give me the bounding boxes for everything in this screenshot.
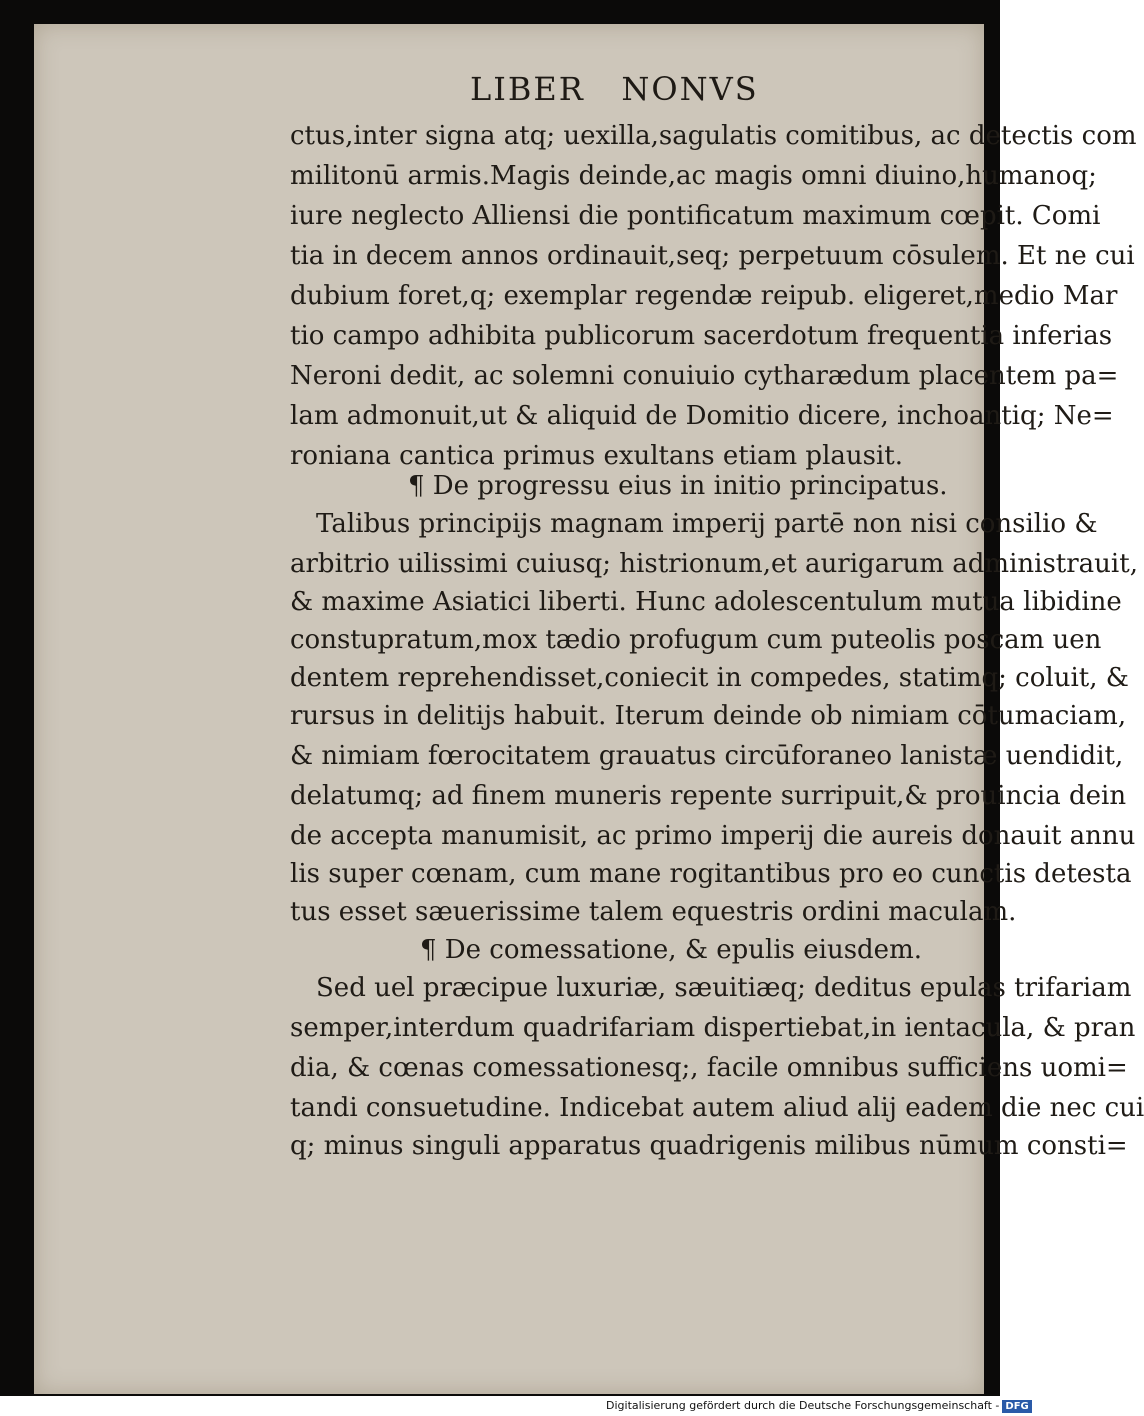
text-line: & maxime Asiatici liberti. Hunc adolescentulum mutua libidine [290,587,1122,617]
text-line: roniana cantica primus exultans etiam plausit. [290,441,904,471]
text-line: constupratum,mox tædio profugum cum puteolis poscam uen [290,625,1102,655]
text-line: de accepta manumisit, ac primo imperij die aureis donauit annu [290,821,1136,851]
text-line: dia, & cœnas comessationesq;, facile omnibus sufficiens uomi= [290,1053,1128,1083]
text-line: q; minus singuli apparatus quadrigenis milibus nūmum consti= [290,1131,1128,1161]
text-line: iure neglecto Alliensi die pontificatum maximum cœpit. Comi [290,201,1101,231]
text-line: ctus,inter signa atq; uexilla,sagulatis comitibus, ac detectis com [290,121,1137,151]
book-page [34,24,1144,1394]
text-line: Neroni dedit, ac solemni conuiuio cytharædum placentem pa= [290,361,1119,391]
text-line: semper,interdum quadrifariam dispertiebat,in ientacula, & pran [290,1013,1136,1043]
running-head: LIBER NONVS [470,70,759,108]
section-heading: ¶ De progressu eius in initio principatus. [408,471,948,501]
text-line: lam admonuit,ut & aliquid de Domitio dicere, inchoantiq; Ne= [290,401,1114,431]
text-line: rursus in delitijs habuit. Iterum deinde ob nimiam cōtumaciam, [290,701,1127,731]
section-heading: ¶ De comessatione, & epulis eiusdem. [420,935,922,965]
digitization-credit [606,1397,1029,1415]
text-line: arbitrio uilissimi cuiusq; histrionum,et aurigarum administrauit, [290,549,1138,579]
dfg-logo: DFG [1002,1400,1031,1413]
text-line: tia in decem annos ordinauit,seq; perpetuum cōsulem. Et ne cui [290,241,1135,271]
text-line: delatumq; ad finem muneris repente surripuit,& prouincia dein [290,781,1127,811]
text-line: dentem reprehendisset,coniecit in compedes, statimq; coluit, & [290,663,1129,693]
text-line: & nimiam fœrocitatem grauatus circūforaneo lanistæ uendidit, [290,741,1124,771]
text-line: tus esset sæuerissime talem equestris ordini maculam. [290,897,1017,927]
text-line: lis super cœnam, cum mane rogitantibus pro eo cunctis detesta [290,859,1132,889]
text-line: Sed uel præcipue luxuriæ, sæuitiæq; deditus epulas trifariam [316,973,1132,1003]
text-line: tio campo adhibita publicorum sacerdotum frequentia inferias [290,321,1113,351]
text-line: Talibus principijs magnam imperij partē non nisi consilio & [316,509,1098,539]
text-line: tandi consuetudine. Indicebat autem aliud alij eadem die nec cui [290,1093,1144,1123]
text-line: dubium foret,q; exemplar regendæ reipub. eligeret,medio Mar [290,281,1118,311]
text-line: militonū armis.Magis deinde,ac magis omni diuino,humanoq; [290,161,1097,191]
credit-text: Digitalisierung gefördert durch die Deutsche Forschungsgemeinschaft - [606,1399,1000,1412]
